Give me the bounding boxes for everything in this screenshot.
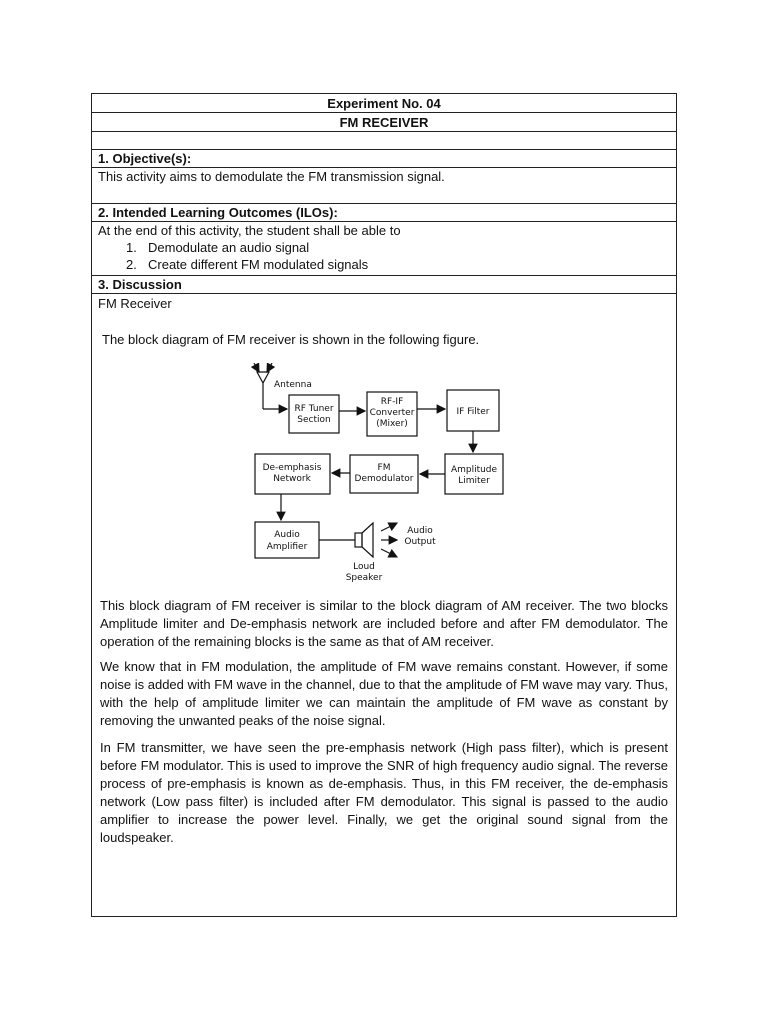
list-item: 2. Create different FM modulated signals — [126, 257, 369, 272]
if-filter-label: IF Filter — [456, 407, 490, 417]
list-item: 1. Demodulate an audio signal — [126, 240, 310, 255]
spacer-row — [92, 132, 676, 150]
rf-if-label: RF-IF — [380, 397, 404, 407]
de-emphasis-label: De-emphasis — [262, 463, 322, 473]
ilos-heading: 2. Intended Learning Outcomes (ILOs): — [98, 205, 338, 220]
rf-tuner-label-2: Section — [297, 415, 331, 425]
discussion-intro: The block diagram of FM receiver is shown in the following figure. — [102, 332, 480, 347]
fm-demodulator-label-2: Demodulator — [354, 474, 414, 484]
title-row — [92, 113, 676, 132]
amplitude-limiter-label: Amplitude — [450, 465, 498, 475]
discussion-heading: 3. Discussion — [98, 277, 182, 292]
ilos-heading-row — [92, 204, 676, 222]
loud-speaker-label: Loud — [353, 562, 375, 572]
audio-output-arrows — [381, 523, 397, 557]
page-title: FM RECEIVER — [339, 115, 429, 130]
experiment-document — [91, 93, 677, 917]
loud-speaker-label-2: Speaker — [345, 573, 383, 583]
fm-demodulator-label: FM — [377, 463, 391, 473]
experiment-number: Experiment No. 04 — [327, 96, 441, 111]
objectives-heading: 1. Objective(s): — [98, 151, 192, 166]
rf-tuner-block — [289, 395, 339, 433]
audio-amplifier-label: Audio — [274, 530, 300, 540]
discussion-paragraph-1: This block diagram of FM receiver is similar to the block diagram of AM receiver. The two blocks Amplitude limiter and De-emphasis network are included before and after FM demodulator. The operation of the remaining blocks is the same as that of AM receiver. — [100, 598, 668, 649]
audio-output-label-2: Output — [404, 537, 436, 547]
objectives-text-row — [92, 168, 676, 204]
audio-output-label: Audio — [407, 526, 433, 536]
discussion-subtitle: FM Receiver — [98, 296, 172, 311]
audio-amplifier-block — [255, 522, 319, 558]
discussion-paragraph-3: In FM transmitter, we have seen the pre-emphasis network (High pass filter), which is present before FM modulator. This is used to improve the SNR of high frequency audio signal. The reverse process of pre-emphasis is known as de-emphasis. Thus, in this FM receiver, the de-emphasis network (Low pass filter) is included after FM demodulator. This signal is passed to the audio amplifier to increase the power level. Finally, we get the original sound signal from the loudspeaker. — [100, 740, 668, 845]
antenna-label: Antenna — [274, 380, 312, 390]
ilos-list — [98, 239, 676, 273]
rf-if-label-2: Converter — [369, 408, 415, 418]
objectives-text: This activity aims to demodulate the FM transmission signal. — [98, 169, 445, 184]
de-emphasis-label-2: Network — [273, 474, 311, 484]
amplitude-limiter-label-2: Limiter — [458, 476, 490, 486]
loud-speaker-icon — [355, 523, 373, 557]
fm-receiver-block-diagram — [247, 363, 512, 583]
rf-if-label-3: (Mixer) — [376, 419, 408, 429]
discussion-paragraph-2: We know that in FM modulation, the amplitude of FM wave remains constant. However, if some noise is added with FM wave in the channel, due to that the amplitude of FM wave may vary. Thus, with the help of amplitude limiter we can maintain the amplitude of FM wave as constant by removing the unwanted peaks of the noise signal. — [100, 659, 668, 728]
objectives-heading-row — [92, 150, 676, 168]
audio-amplifier-label-2: Amplifier — [266, 542, 308, 552]
rf-tuner-label: RF Tuner — [294, 404, 334, 414]
experiment-number-row — [92, 94, 676, 113]
ilos-body-row — [92, 222, 676, 276]
ilos-intro: At the end of this activity, the student shall be able to — [98, 223, 401, 238]
discussion-heading-row — [92, 276, 676, 294]
antenna-icon — [254, 363, 272, 409]
discussion-body — [92, 294, 676, 916]
